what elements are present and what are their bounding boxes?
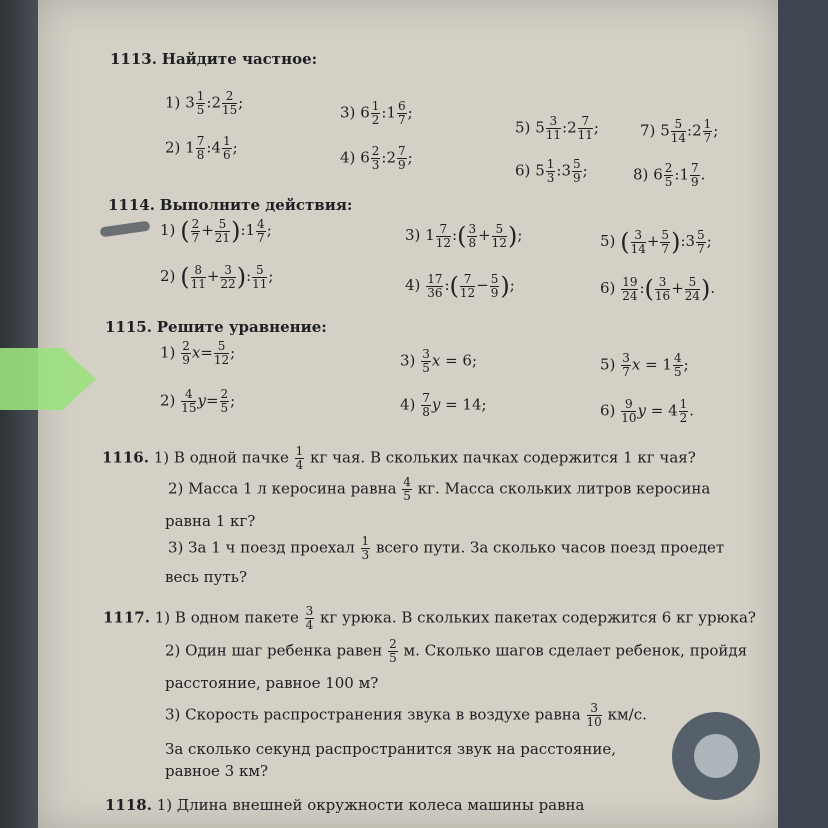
ex-1113-1: 1) 3 $\frac{1}{5}$ :2 $\frac{2}{15}$ ; (165, 89, 244, 117)
problem-1115-header (105, 318, 327, 336)
problem-1117-line6: равное 3 км? (165, 762, 269, 780)
ex-1115-6: 6) $\frac{9}{10}$ y = 4 $\frac{1}{2}$ . (600, 397, 695, 425)
problem-1117-line4: 3) Скорость распространения звука в воздухе равна $\frac{3}{10}$ км/с. (165, 701, 647, 729)
ex-1114-4: 4) $\frac{17}{36}$ :( $\frac{7}{12}$ − $\frac{5}{9}$ ); (405, 271, 515, 300)
problem-number: 1114. (108, 196, 155, 214)
ex-1115-3: 3) $\frac{3}{5}$ x = 6; (400, 347, 478, 375)
problem-number: 1113. (110, 50, 157, 68)
wheel-sticker (672, 712, 760, 800)
ex-1114-1: 1) ( $\frac{2}{7}$ + $\frac{5}{21}$ ):1 $\frac{4}{7}$ ; (160, 216, 272, 245)
problem-title: Решите уравнение: (156, 318, 327, 336)
book-spine (0, 0, 38, 828)
problem-1117-line5: За сколько секунд распространится звук на расстояние, (165, 740, 617, 758)
problem-1116-line4: 3) За 1 ч поезд проехал $\frac{1}{3}$ всего пути. За сколько часов поезд проедет (168, 534, 725, 562)
problem-title: Найдите частное: (161, 50, 318, 68)
problem-title: Выполните действия: (159, 196, 353, 214)
ex-1115-5: 5) $\frac{3}{7}$ x = 1 $\frac{4}{5}$ ; (600, 351, 689, 379)
problem-1116-line3: равна 1 кг? (165, 512, 256, 530)
problem-1117-line1: 1117. 1) В одном пакете $\frac{3}{4}$ кг урюка. В скольких пакетах содержится 6 кг урюка? (103, 604, 756, 632)
problem-1113-header (110, 50, 317, 68)
ex-1113-5: 5) 5 $\frac{3}{11}$ :2 $\frac{7}{11}$ ; (515, 114, 599, 142)
problem-1118-line1: 1118. 1) Длина внешней окружности колеса машины равна (105, 796, 585, 814)
ex-1114-5: 5) ( $\frac{3}{14}$ + $\frac{5}{7}$ ):3 $\frac{5}{7}$ ; (600, 227, 712, 256)
problem-1116-line2: 2) Масса 1 л керосина равна $\frac{4}{5}$ кг. Масса скольких литров керосина (168, 475, 711, 503)
problem-1117-line3: расстояние, равное 100 м? (165, 674, 379, 692)
background (778, 0, 828, 828)
ex-1115-2: 2) $\frac{4}{15}$ y= $\frac{2}{5}$ ; (160, 387, 236, 415)
problem-number: 1115. (105, 318, 152, 336)
ex-1113-2: 2) 1 $\frac{7}{8}$ :4 $\frac{1}{6}$ ; (165, 134, 238, 162)
ex-1114-2: 2) ( $\frac{8}{11}$ + $\frac{3}{22}$ ): $\frac{5}{11}$ ; (160, 262, 274, 291)
ex-1115-4: 4) $\frac{7}{8}$ y = 14; (400, 391, 487, 419)
ex-1115-1: 1) $\frac{2}{9}$ x= $\frac{5}{12}$ ; (160, 339, 236, 367)
ex-1114-3: 3) 1 $\frac{7}{12}$ :( $\frac{3}{8}$ + $\frac{5}{12}$ ); (405, 221, 523, 250)
problem-1117-line2: 2) Один шаг ребенка равен $\frac{2}{5}$ м. Сколько шагов сделает ребенок, пройдя (165, 637, 748, 665)
ex-1113-7: 7) 5 $\frac{5}{14}$ :2 $\frac{1}{7}$ ; (640, 117, 719, 145)
ex-1113-8: 8) 6 $\frac{2}{5}$ :1 $\frac{7}{9}$ . (633, 161, 706, 189)
ex-1113-4: 4) 6 $\frac{2}{3}$ :2 $\frac{7}{9}$ ; (340, 144, 413, 172)
problem-1114-header (108, 196, 352, 214)
ex-1113-6: 6) 5 $\frac{1}{3}$ :3 $\frac{5}{9}$ ; (515, 157, 588, 185)
ex-1113-3: 3) 6 $\frac{1}{2}$ :1 $\frac{6}{7}$ ; (340, 99, 413, 127)
problem-1116-line1: 1116. 1) В одной пачке $\frac{1}{4}$ кг чая. В скольких пачках содержится 1 кг чая? (102, 444, 696, 472)
ex-1114-6: 6) $\frac{19}{24}$ :( $\frac{3}{16}$ + $\frac{5}{24}$ ). (600, 274, 716, 303)
problem-1116-line5: весь путь? (165, 568, 247, 586)
